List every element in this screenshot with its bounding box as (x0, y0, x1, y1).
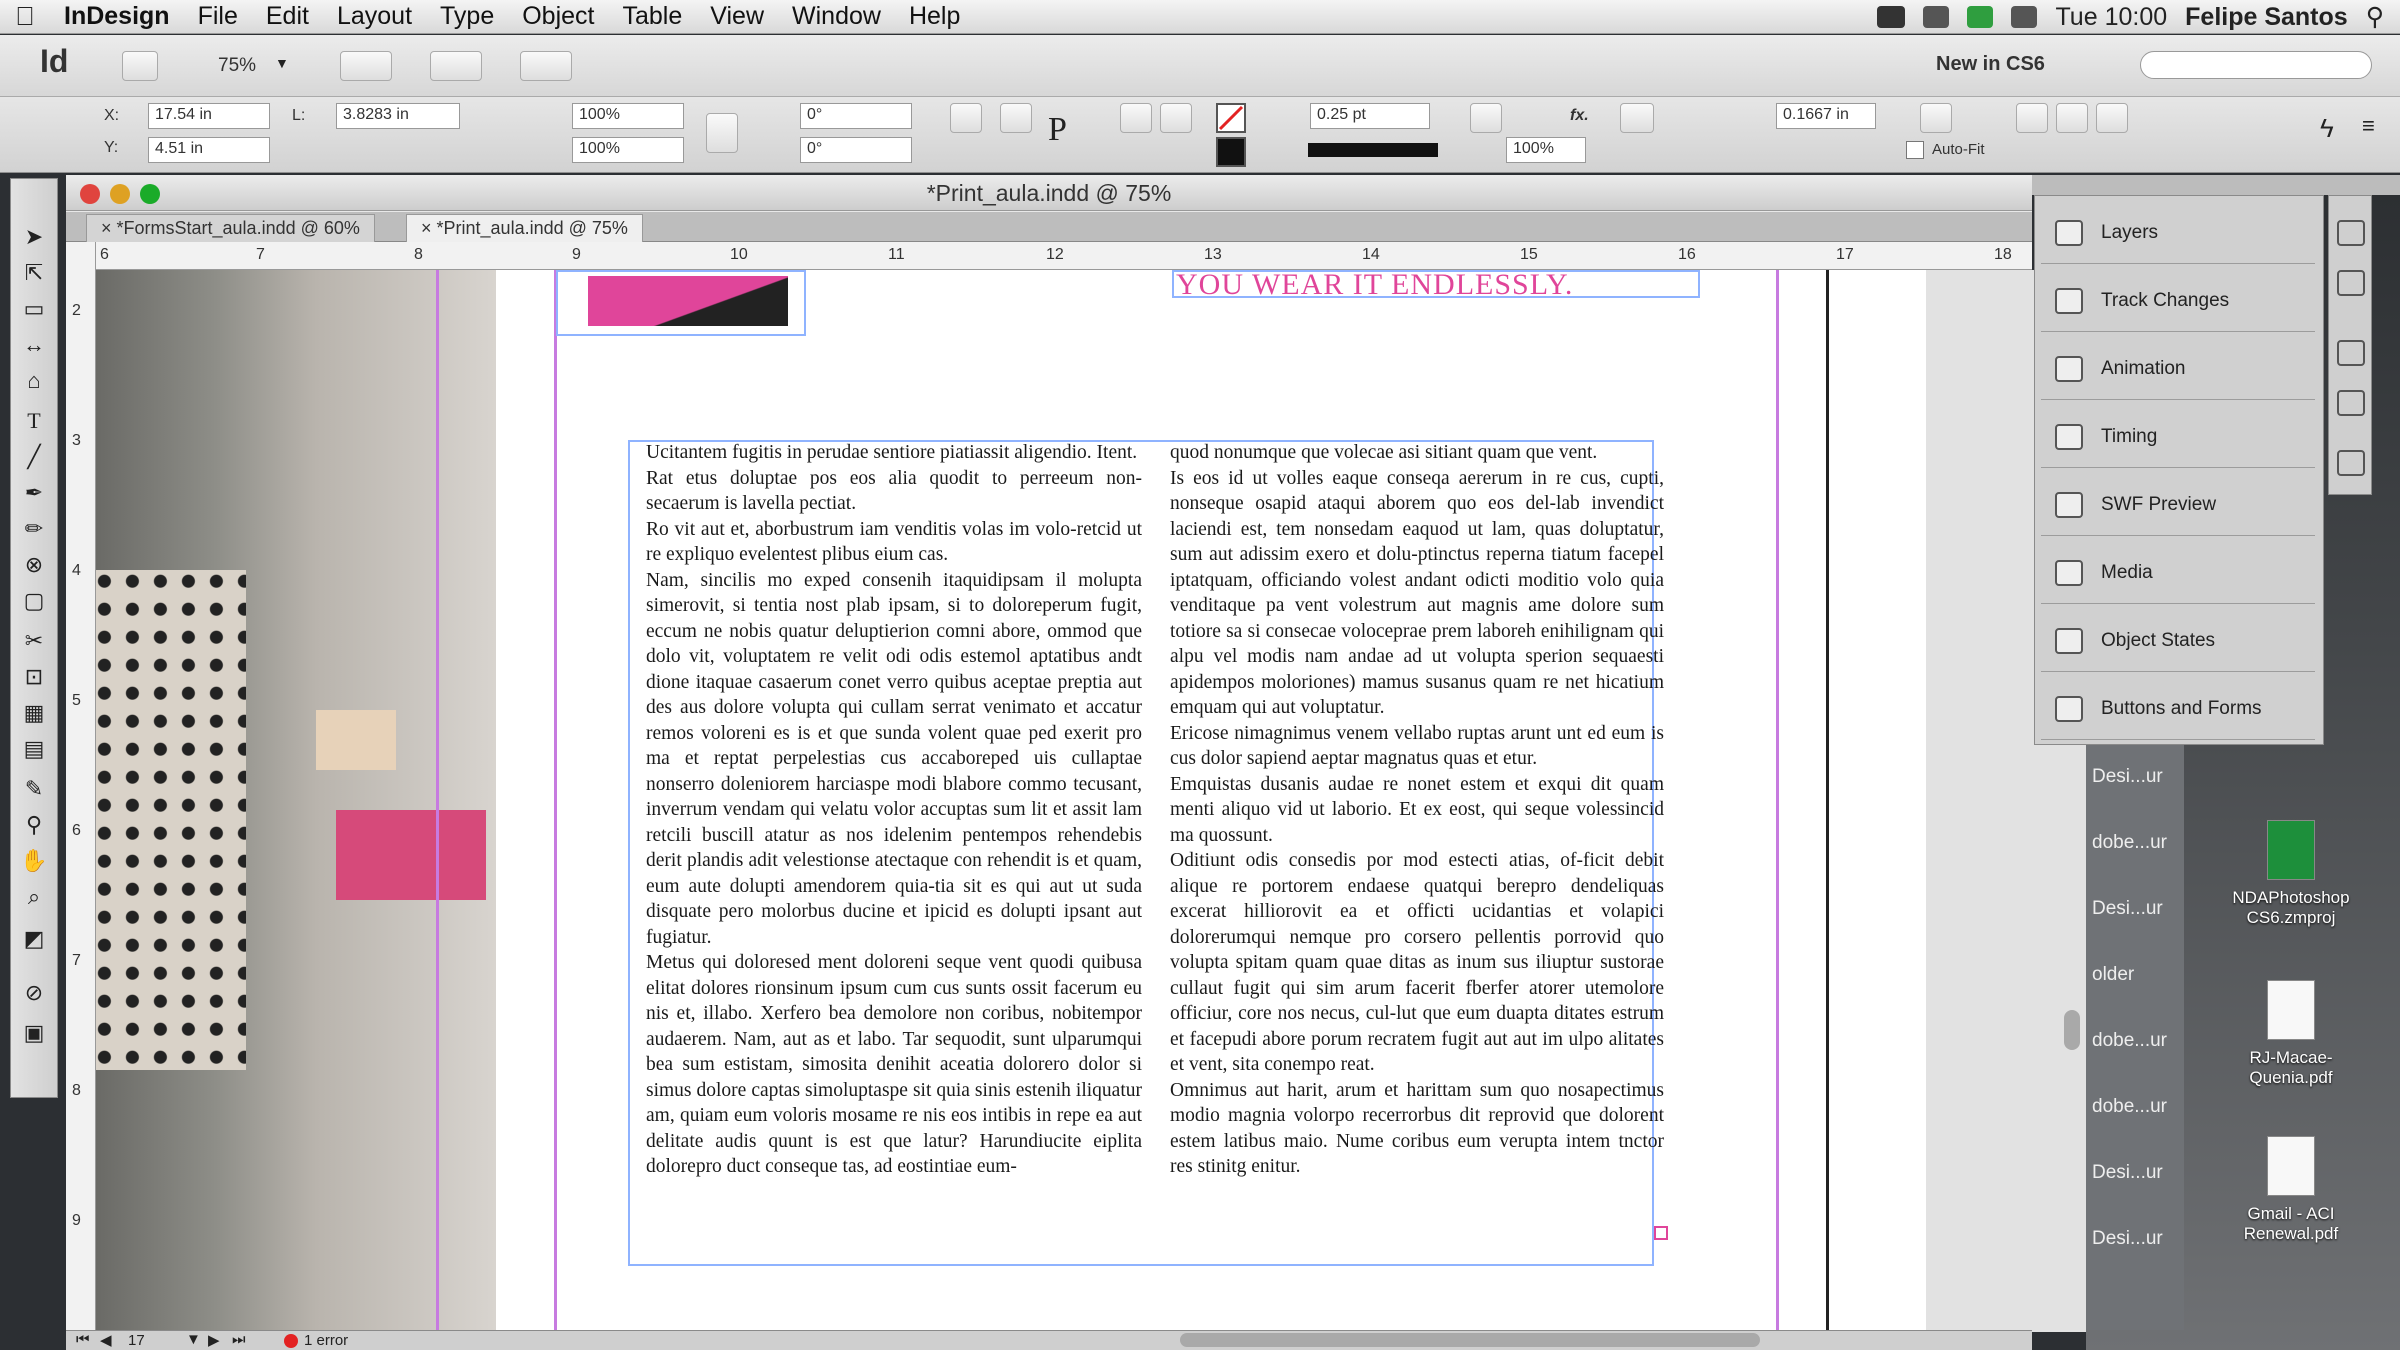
no-fill-icon (1218, 105, 1244, 131)
list-item[interactable]: dobe...ur (2092, 832, 2167, 853)
ruler-number: 9 (72, 1212, 81, 1229)
pdf-icon (2267, 980, 2315, 1040)
gradient-tool-icon[interactable]: ▦ (23, 700, 45, 725)
document-page[interactable] (496, 270, 1926, 1332)
content-collector-icon[interactable]: ⌂ (27, 368, 41, 393)
width-field[interactable]: 3.8283 in (336, 103, 460, 129)
volume-icon[interactable] (1923, 6, 1949, 28)
rotation-field[interactable]: 0° (800, 103, 912, 129)
ruler-number: 8 (72, 1082, 81, 1099)
links-panel-icon[interactable] (2337, 270, 2365, 296)
panel-media[interactable] (2041, 542, 2315, 604)
menu-bar (0, 0, 2400, 34)
horizontal-scrollbar-thumb[interactable] (1180, 1333, 1760, 1347)
ruler-number: 6 (72, 822, 81, 839)
text-wrap-button[interactable] (1620, 103, 1654, 133)
panel-label: Layers (2101, 221, 2159, 243)
animation-icon (2055, 356, 2083, 382)
horizontal-ruler[interactable] (96, 242, 2032, 270)
ruler-number: 7 (72, 952, 81, 969)
document-tabs (66, 212, 2032, 242)
type-tool-icon[interactable]: T (27, 408, 41, 433)
tab-label: *FormsStart_aula.indd @ 60% (116, 218, 360, 238)
free-transform-tool-icon[interactable]: ⊡ (24, 664, 44, 689)
previous-page-icon[interactable]: ◀ (100, 1332, 112, 1349)
menu-object[interactable]: Object (522, 2, 595, 30)
file-icon (2267, 820, 2315, 880)
ruler-number: 7 (256, 246, 265, 263)
fx-icon[interactable]: fx. (1570, 107, 1589, 124)
auto-fit-label: Auto-Fit (1932, 141, 1985, 158)
list-item[interactable]: Desi...ur (2092, 766, 2163, 787)
panel-label: Buttons and Forms (2101, 697, 2262, 719)
buttons-forms-icon (2055, 696, 2083, 722)
menu-user[interactable]: Felipe Santos (2185, 2, 2348, 31)
panel-timing[interactable] (2041, 406, 2315, 468)
list-item[interactable]: Desi...ur (2092, 898, 2163, 919)
logo-frame[interactable] (556, 270, 806, 336)
ruler-number: 17 (1836, 246, 1854, 263)
scissors-tool-icon[interactable]: ✂ (24, 628, 44, 653)
margin-guide (436, 270, 439, 1332)
document-title-bar (66, 175, 2032, 211)
scale-y-field[interactable]: 100% (572, 137, 684, 163)
desktop-icon-label: NDAPhotoshop CS6.zmproj (2232, 888, 2350, 927)
headline-text: YOU WEAR IT ENDLESSLY. (1176, 270, 1574, 301)
auto-fit-checkbox[interactable] (1906, 141, 1924, 159)
tab-print-aula[interactable] (406, 214, 643, 242)
ruler-number: 11 (888, 246, 905, 263)
ruler-number: 3 (72, 432, 81, 449)
help-search-input[interactable] (2140, 51, 2372, 79)
logo-graphic (588, 276, 788, 326)
distribute-spacing-button[interactable] (2096, 103, 2128, 133)
ruler-number: 15 (1520, 246, 1538, 263)
panel-label: Timing (2101, 425, 2158, 447)
list-item[interactable]: Desi...ur (2092, 1228, 2163, 1249)
zoom-tool-icon[interactable]: ⌕ (27, 884, 41, 909)
panel-object-states[interactable] (2041, 610, 2315, 672)
collapsed-panel-icons (2328, 195, 2372, 495)
layers-icon (2055, 220, 2083, 246)
headline-frame[interactable] (1172, 270, 1700, 301)
eyedropper-tool-icon[interactable]: ⚲ (25, 812, 43, 837)
first-page-icon[interactable]: ⏮ (76, 1331, 90, 1348)
panel-swf-preview[interactable] (2041, 474, 2315, 536)
document-title: *Print_aula.indd @ 75% (926, 180, 1172, 206)
page-dropdown-icon[interactable]: ▼ (186, 1331, 201, 1348)
margin-guide (554, 270, 557, 1332)
desktop-icon-label: Gmail - ACI Renewal.pdf (2243, 1204, 2339, 1243)
fitting-button[interactable] (1920, 103, 1952, 133)
desktop-icon-pdf-2[interactable] (2226, 1136, 2356, 1244)
fill-swatch[interactable] (1216, 103, 1246, 133)
pen-tool-icon[interactable]: ✒ (24, 480, 44, 505)
ruler-number: 10 (730, 246, 748, 263)
tab-close-icon[interactable]: × (421, 218, 437, 238)
panel-label: SWF Preview (2101, 493, 2217, 515)
preflight-status[interactable]: 1 error (304, 1332, 349, 1349)
pencil-tool-icon[interactable]: ✏ (24, 516, 44, 541)
finder-list-strip (2086, 745, 2184, 1330)
panel-label: Animation (2101, 357, 2186, 379)
list-item[interactable]: dobe...ur (2092, 1096, 2167, 1117)
menu-edit[interactable]: Edit (265, 2, 309, 30)
cc-libraries-panel-icon[interactable] (2337, 450, 2365, 476)
pasteboard[interactable] (96, 270, 2086, 1332)
menu-extras (1877, 0, 2384, 34)
rectangle-tool-icon[interactable]: ▢ (23, 588, 45, 613)
body-column-left[interactable]: Ucitantem fugitis in perudae sentiore piatiassit aligendio. Itent. Rat etus doluptae pos eos alia quodit to perreeum non-secaerum is lavella pectiat. Ro vit aut et, aborbustrum iam venditis volas im volo-retcid ut re expliquo evelentest plibus eium cas. Nam, sincilis mo exped consenih itaquidipsam il molupta simerovit, si tentia nost plab ipsam, si to doloreperum fugit, eccum ne nobis quatur deluptierion comni abore, ommod que dolo vit, voluptatem re velit odi odis estemol aptatibus andt dione itaquae casaerum conet verro quibus aceptae preptia aut des aus dolore volupta qui cullam serrat venimato et accatur remos voloreni es is et que sunda volent quae ped exerit pro ma et reptat perpelestias cus accaboreped uis cullaptae nonserro doleniorem harciaspe modi blabore commo tecusant, inverrum vendam qui velatu volor accuptas sum lit et assit lam retcili buscill atatur as nos idelenim pentempos rehendebis derit plandis adit velestionse atectaque con rehendit is et quam, eum aute dolupti amendorem quia-tia sit es qui aut ut suda disquate pero molorbus ducine et ipicid es dolupti ipsant aut fugiatur. Metus qui doloresed ment doloreni seque vent quodi quibusa elitat dolores rionsinum ipsum cum cus sunts ossit facerum eu nis et, illabo. Xerfero bea demolore non coribus, nobitempor audaerem. Nam, aut as et labo. Tar sequodit, sunt ulparumqui bea sum estistam, simosita denihit aceatia dolorero dolor si simus dolore captas simoluptaspe sit quia sinis estenih iliquatur am, quiam eum voloris mosame re nis eos intibis in repe ea aut delitate audis quunt is est que latur? Harundiucite eiplita dolorepro duct conseque tas, ad eostintiae eum- (646, 442, 1142, 1177)
gradient-feather-tool-icon[interactable]: ▤ (23, 736, 45, 761)
battery-icon[interactable] (2011, 6, 2037, 28)
paragraph-icon[interactable]: P (1048, 111, 1067, 148)
desktop-icon-project[interactable] (2226, 820, 2356, 928)
ruler-number: 4 (72, 562, 81, 579)
panel-label: Media (2101, 561, 2153, 583)
line-tool-icon[interactable]: ╱ (27, 444, 41, 469)
screen-mode-icon[interactable]: ▣ (23, 1020, 45, 1045)
menu-file[interactable]: File (197, 2, 238, 30)
overset-text-icon[interactable] (1654, 1226, 1668, 1240)
panel-label: Object States (2101, 629, 2216, 651)
workspace-switcher[interactable]: New in CS6 (1936, 53, 2045, 75)
zoom-window-icon[interactable] (140, 184, 160, 204)
control-panel (0, 97, 2400, 173)
y-label: Y: (104, 139, 119, 156)
ruler-number: 5 (72, 692, 81, 709)
media-icon (2055, 560, 2083, 586)
ruler-number: 9 (572, 246, 581, 263)
pdf-icon (2267, 1136, 2315, 1196)
ruler-number: 13 (1204, 246, 1222, 263)
opacity-field[interactable]: 100% (1506, 137, 1586, 163)
ruler-number: 14 (1362, 246, 1380, 263)
ruler-number: 18 (1994, 246, 2012, 263)
gap-tool-icon[interactable]: ↔ (23, 332, 45, 357)
menu-clock[interactable]: Tue 10:00 (2055, 2, 2168, 31)
screen-mode-button[interactable] (430, 51, 482, 81)
menu-layout[interactable]: Layout (336, 2, 413, 30)
error-status-icon[interactable] (284, 1334, 298, 1348)
tools-panel (10, 178, 58, 1098)
menu-table[interactable]: Table (622, 2, 683, 30)
tab-label: *Print_aula.indd @ 75% (436, 218, 628, 238)
corner-size-field[interactable]: 0.1667 in (1776, 103, 1876, 129)
flag-icon[interactable] (1967, 6, 1993, 28)
apple-menu-icon[interactable] (0, 1, 50, 32)
align-button[interactable] (2016, 103, 2048, 133)
stroke-swatch[interactable] (1216, 137, 1246, 167)
quick-apply-icon[interactable]: ϟ (2320, 113, 2334, 143)
panel-animation[interactable] (2041, 338, 2315, 400)
tab-close-icon[interactable]: × (101, 218, 117, 238)
list-item[interactable]: older (2092, 964, 2135, 985)
stroke-panel-icon[interactable] (2337, 340, 2365, 366)
x-label: X: (104, 107, 120, 124)
distribute-button[interactable] (2056, 103, 2088, 133)
fill-stroke-swatch-icon[interactable]: ◩ (23, 926, 45, 951)
tab-forms-start[interactable] (86, 214, 375, 242)
scale-x-field[interactable]: 100% (572, 103, 684, 129)
menu-type[interactable]: Type (440, 2, 495, 30)
desktop-icon-label: RJ-Macae-Quenia.pdf (2249, 1048, 2333, 1087)
ruler-number: 2 (72, 302, 81, 319)
menu-help[interactable]: Help (908, 2, 961, 30)
list-item[interactable]: Desi...ur (2092, 1162, 2163, 1183)
flip-horizontal-button[interactable] (1120, 103, 1152, 133)
object-states-icon (2055, 628, 2083, 654)
ruler-number: 8 (414, 246, 423, 263)
note-tool-icon[interactable]: ✎ (24, 776, 44, 801)
view-options-button[interactable] (340, 51, 392, 81)
ruler-number: 6 (100, 246, 109, 263)
panel-menu-icon[interactable]: ≡ (2362, 113, 2375, 138)
photo-detail-pattern (96, 570, 246, 1070)
spotlight-icon[interactable]: ⚲ (2365, 3, 2384, 31)
swf-preview-icon (2055, 492, 2083, 518)
arrange-documents-button[interactable] (520, 51, 572, 81)
bridge-button[interactable] (122, 51, 158, 81)
page-edge (1826, 270, 1829, 1332)
stroke-type-selector[interactable] (1308, 143, 1438, 157)
panel-layers[interactable] (2041, 202, 2315, 264)
vertical-ruler[interactable] (66, 242, 96, 1332)
rotate-ccw-button[interactable] (1000, 103, 1032, 133)
stroke-weight-field[interactable]: 0.25 pt (1310, 103, 1430, 129)
panel-dock-header[interactable] (2032, 175, 2400, 195)
panel-dock (2034, 195, 2324, 745)
wifi-icon[interactable] (1877, 6, 1905, 28)
next-page-icon[interactable]: ▶ (208, 1332, 220, 1349)
zoom-level[interactable]: 75% (218, 55, 257, 76)
vertical-scrollbar-thumb[interactable] (2064, 1010, 2080, 1050)
track-changes-icon (2055, 288, 2083, 314)
photo-detail-pink-box (336, 810, 486, 900)
list-item[interactable]: dobe...ur (2092, 1030, 2167, 1051)
hand-tool-icon[interactable]: ✋ (20, 848, 48, 873)
shear-field[interactable]: 0° (800, 137, 912, 163)
panel-label: Track Changes (2101, 289, 2230, 311)
constrain-proportions-button[interactable] (706, 113, 738, 153)
menu-window[interactable]: Window (792, 2, 881, 30)
selection-tool-icon[interactable]: ➤ (24, 224, 44, 249)
ruler-number: 12 (1046, 246, 1064, 263)
margin-guide (1776, 270, 1779, 1332)
ruler-number: 16 (1678, 246, 1696, 263)
body-column-right[interactable]: quod nonumque que volecae asi sitiant quam que vent. Is eos id ut volles eaque conseqa aererum in re cus, cupti, nonseque osapid ataqui aborem quo eos del-lab invendict laciendi est, tem nonsedam eaquod ut lam, quas doluptatur, sum aut adissim exero et dolu-ptinctus reperna tiatum facepel iptatquam, officiando volest andant odicti moditio volo quia venditaque pa vent volestrum aut magnis ame dolore sum totiore sa si consecae voloceprae prem laboreh enihilignam qui alpu vel modis nam andae ad ut volupta sperion sequaesti apidempos moloriones) mamus susanus quam re net hicatium emquam qui aut voluptatur. Ericose nimagnimus venem vellabo ruptas arunt unt ed eum is cus dolor sapiend aeptar magnatus quas et etur. Emquistas dusanis audae re nonet estem et exqui dit quam menti aliquo vid ut laborio. Et ex eost, qui seque volessincid ma quossunt. Oditiunt odis consedis por mod estecti atias, of-ficit debit alique re portorem endaese quatqui berepro dendeliquas excerat hilliorovit ea et officti ucidantias et volapici dolorerumqui nemque pro corsero pellentis porrovid quo volupta spitam quam quae ditas as inum sus iliuptur sustorae cullaut fugit qui sim arum facerit fberfer atorer utemolore officiur, core nos necus, cul-lut que eum duapta ditates estrum et facepudi abore porum recratem fugit aut aut im ulpo alitates et vent, sita conempo reat. Omnimus aut harit, arum et harittam sum quo nosapectimus modio magnia volorpo recerrorbus dit reprovid que dolorent estem latibus maio. Nume coribus eum verupta intem tnctor res stinitg enitur. (1170, 442, 1664, 1177)
page-tool-icon[interactable]: ▭ (23, 296, 45, 321)
panel-buttons-forms[interactable] (2041, 678, 2315, 740)
close-window-icon[interactable] (80, 184, 100, 204)
photo-detail-box (316, 710, 396, 770)
menu-view[interactable]: View (710, 2, 765, 30)
page-number-field[interactable]: 17 (128, 1332, 145, 1349)
pages-panel-icon[interactable] (2337, 220, 2365, 246)
effects-button[interactable] (1470, 103, 1502, 133)
zoom-dropdown-icon[interactable]: ▼ (275, 55, 289, 71)
minimize-window-icon[interactable] (110, 184, 130, 204)
last-page-icon[interactable]: ⏭ (232, 1331, 246, 1348)
flip-vertical-button[interactable] (1160, 103, 1192, 133)
timing-icon (2055, 424, 2083, 450)
swatches-panel-icon[interactable] (2337, 390, 2365, 416)
desktop-icon-pdf-1[interactable] (2226, 980, 2356, 1088)
menu-app-name[interactable]: InDesign (64, 2, 170, 30)
y-position-field[interactable]: 4.51 in (148, 137, 270, 163)
apply-none-icon[interactable]: ⊘ (24, 980, 44, 1005)
rotate-cw-button[interactable] (950, 103, 982, 133)
panel-track-changes[interactable] (2041, 270, 2315, 332)
w-label: L: (292, 107, 306, 124)
ellipse-frame-tool-icon[interactable]: ⊗ (24, 552, 44, 577)
direct-selection-tool-icon[interactable]: ⇱ (24, 260, 44, 285)
application-bar (0, 35, 2400, 97)
indesign-logo: Id (40, 43, 69, 79)
x-position-field[interactable]: 17.54 in (148, 103, 270, 129)
